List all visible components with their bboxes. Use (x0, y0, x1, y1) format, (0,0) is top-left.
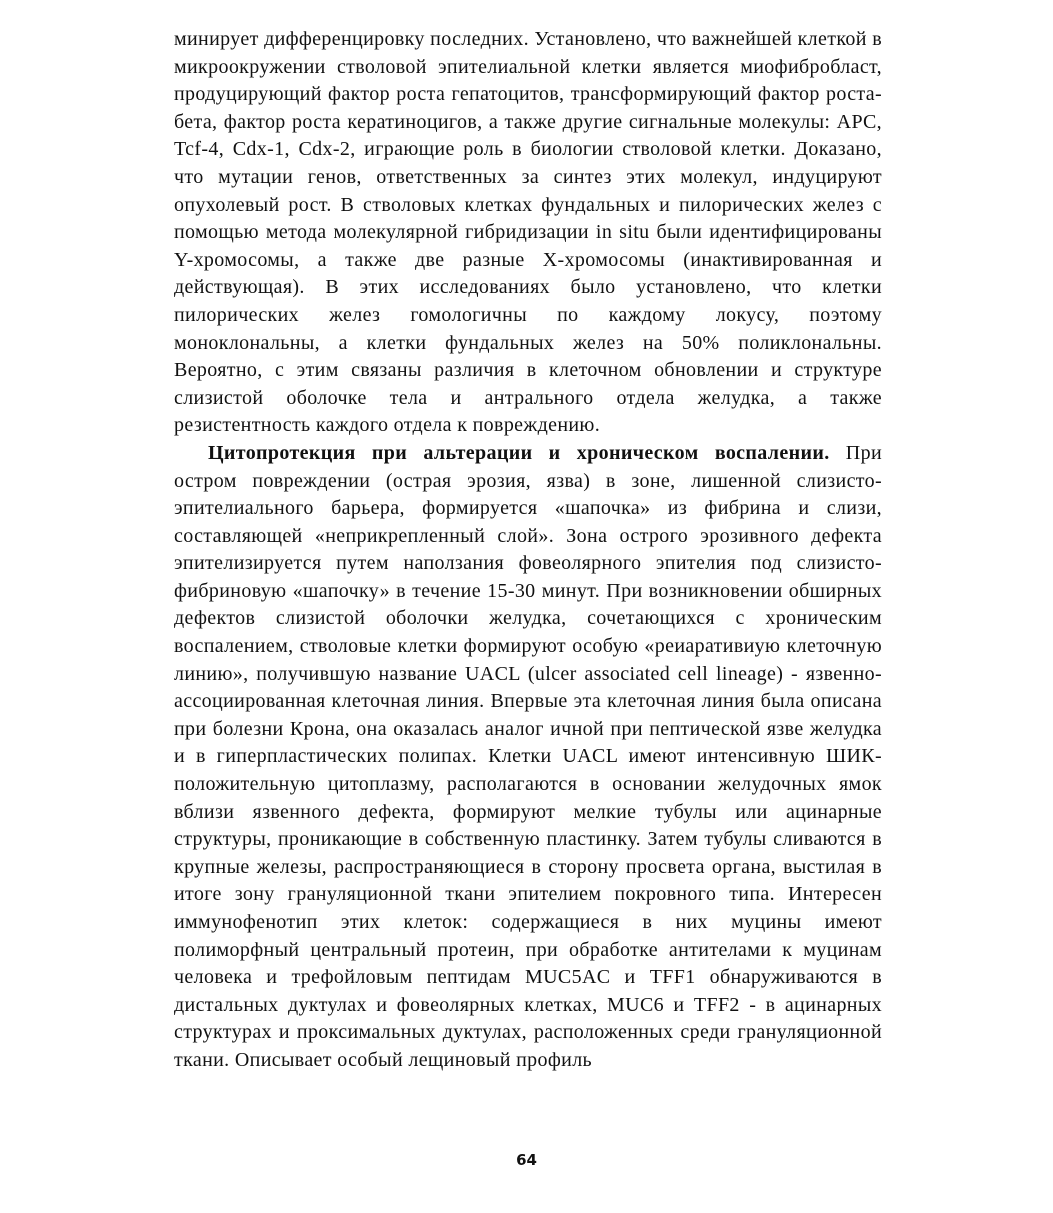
paragraph-2 (174, 440, 882, 1075)
paragraph-2-body: При остром повреждении (острая эрозия, язва) в зоне, лишенной слизисто-эпителиального барьера, формируется «шапочка» из фибрина и слизи, составляющей «неприкрепленный слой». Зона острого эрозивного дефекта эпителизируется путем наползания фовеолярного эпителия под слизисто-фибриновую «шапочку» в течение 15-30 минут. При возникновении обширных дефектов слизистой оболочки желудка, сочетающихся с хроническим воспалением, стволовые клетки формируют особую «реиаративиую клеточную линию», получившую название UACL (ulcer associated cell lineage) - язвенно-ассоциированная клеточная линия. Впервые эта клеточная линия была описана при болезни Крона, она оказалась аналог ичной при пептической язве желудка и в гиперпластических полипах. Клетки UACL имеют интенсивную ШИК-положительную цитоплазму, располагаются в основании желудочных ямок вблизи язвенного дефекта, формируют мелкие тубулы или ацинарные структуры, проникающие в собственную пластинку. Затем тубулы сливаются в крупные железы, распространяющиеся в сторону просвета органа, выстилая в итоге зону грануляционной ткани эпителием покровного типа. Интересен иммунофенотип этих клеток: содержащиеся в них муцины имеют полиморфный центральный протеин, при обработке антителами к муцинам человека и трефойловым пептидам MUC5AC и TFF1 обнаруживаются в дистальных дуктулах и фовеолярных клетках, MUC6 и TFF2 - в ацинарных структурах и проксимальных дуктулах, расположенных среди грануляционной ткани. Описывает особый лещиновый профиль (174, 441, 883, 1071)
page-number: 64 (516, 1151, 537, 1169)
section-heading-cytoprotection: Цитопротекция при альтерации и хроническом воспалении. (208, 441, 830, 464)
paragraph-1: минирует дифференцировку последних. Установлено, что важнейшей клеткой в микроокружении стволовой эпителиальной клетки является миофибробласт, продуцирующий фактор роста гепатоцитов, трансформирующий фактор роста-бета, фактор роста кератиноцигов, а также другие сигнальные молекулы: APC, Tcf-4, Cdx-1, Cdx-2, играющие роль в биологии стволовой клетки. Доказано, что мутации генов, ответственных за синтез этих молекул, индуцируют опухолевый рост. В стволовых клетках фундальных и пилорических желез с помощью метода молекулярной гибридизации in situ были идентифицированы Y-хромосомы, а также две разные X-хромосомы (инактивированная и действующая). В этих исследованиях было установлено, что клетки пилорических желез гомологичны по каждому локусу, поэтому моноклональны, а клетки фундальных желез на 50% поликлональны. Вероятно, с этим связаны различия в клеточном обновлении и структуре слизистой оболочке тела и антрального отдела желудка, а также резистентность каждого отдела к повреждению. (174, 28, 882, 437)
page-text-block (174, 26, 882, 1075)
